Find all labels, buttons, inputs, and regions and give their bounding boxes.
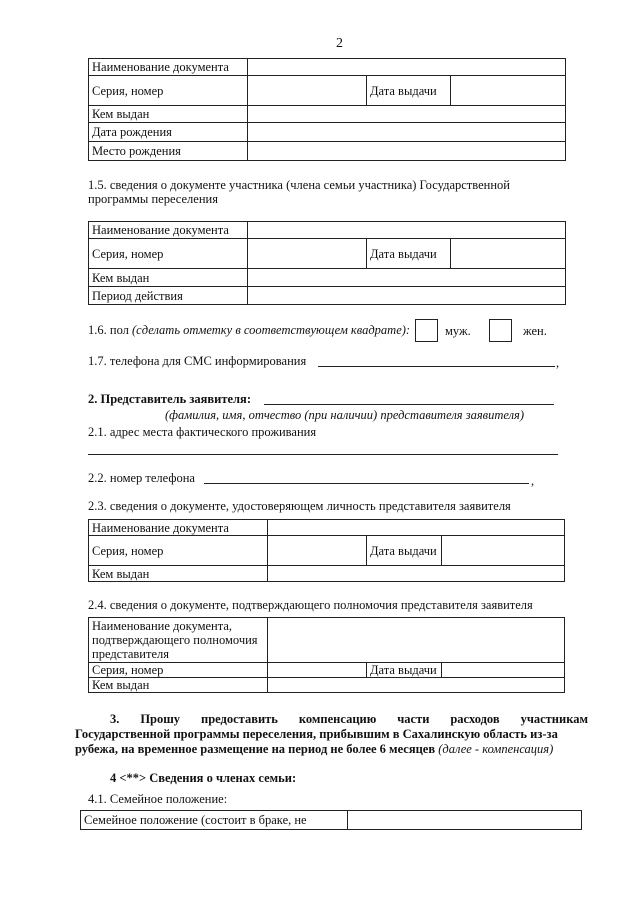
- table-cell: [248, 269, 566, 287]
- table-cell: [348, 811, 582, 830]
- gender-label-text: 1.6. пол: [88, 323, 129, 337]
- table-cell: [248, 123, 566, 142]
- table-cell: Дата выдачи: [367, 536, 442, 566]
- table-cell: [248, 59, 566, 76]
- auth-doc-l2: подтверждающего полномочия: [92, 633, 258, 647]
- representative-heading: 2. Представитель заявителя:: [88, 392, 251, 406]
- request-line-2: Государственной программы переселения, прибывшим в Сахалинскую область из-за: [75, 727, 558, 741]
- representative-name-field[interactable]: [264, 404, 554, 405]
- request-line-3: [75, 742, 553, 757]
- family-status-label: 4.1. Семейное положение:: [88, 792, 228, 806]
- address-label: 2.1. адрес места фактического проживания: [88, 425, 317, 439]
- table-cell: Наименование документа: [89, 520, 268, 536]
- section-1-5-text: 1.5. сведения о документе участника (члена семьи участника) Государственной: [88, 178, 510, 192]
- table-cell: Кем выдан: [89, 566, 268, 582]
- table-cell: [268, 678, 565, 693]
- rep-phone-comma: ,: [531, 474, 535, 488]
- table-cell: [451, 239, 566, 269]
- table-cell: [268, 663, 367, 678]
- table-cell: Серия, номер: [89, 663, 268, 678]
- auth-doc-l3: представителя: [92, 647, 169, 661]
- table-cell: [442, 663, 565, 678]
- request-line-3-ital: (далее - компенсация): [438, 742, 554, 756]
- section-1-5-text-2: программы переселения: [88, 192, 218, 206]
- table-cell: Серия, номер: [89, 536, 268, 566]
- gender-hint: (сделать отметку в соответствующем квадрате):: [132, 323, 411, 337]
- applicant-document-table: [88, 58, 566, 161]
- table-cell: [248, 287, 566, 305]
- sms-phone-comma: ,: [556, 356, 560, 370]
- male-label: муж.: [445, 324, 471, 338]
- table-cell: [248, 239, 367, 269]
- rep-id-table: [88, 519, 565, 582]
- request-line-1: [110, 712, 588, 727]
- rep-phone-field[interactable]: [204, 483, 529, 484]
- table-cell: [248, 142, 566, 161]
- table-cell: [442, 536, 565, 566]
- table-cell: Наименование документа: [89, 222, 248, 239]
- table-cell: Дата выдачи: [367, 76, 451, 106]
- sms-phone-label: 1.7. телефона для СМС информирования: [88, 354, 307, 368]
- table-cell: Серия, номер: [89, 239, 248, 269]
- table-cell: [268, 520, 565, 536]
- table-cell: [248, 106, 566, 123]
- request-line-1-text: 3. Прошу предоставить компенсацию части расходов участникам: [110, 712, 588, 726]
- table-cell: Дата выдачи: [367, 239, 451, 269]
- representative-hint: (фамилия, имя, отчество (при наличии) представителя заявителя): [165, 408, 525, 422]
- table-cell: Кем выдан: [89, 269, 248, 287]
- rep-phone-label: 2.2. номер телефона: [88, 471, 195, 485]
- auth-doc-l1: Наименование документа,: [92, 619, 233, 633]
- table-cell: Период действия: [89, 287, 248, 305]
- sms-phone-field[interactable]: [318, 366, 555, 367]
- family-table: [80, 810, 582, 830]
- table-cell: Дата рождения: [89, 123, 248, 142]
- table-cell: Наименование документа: [89, 59, 248, 76]
- rep-doc-label: 2.3. сведения о документе, удостоверяющем личность представителя заявителя: [88, 499, 511, 513]
- female-checkbox[interactable]: [489, 319, 512, 342]
- female-label: жен.: [523, 324, 547, 338]
- table-cell: [248, 76, 367, 106]
- rep-auth-label: 2.4. сведения о документе, подтверждающего полномочия представителя заявителя: [88, 598, 533, 612]
- table-cell: [89, 618, 268, 663]
- table-cell: Дата выдачи: [367, 663, 442, 678]
- male-checkbox[interactable]: [415, 319, 438, 342]
- page-number: 2: [336, 36, 343, 51]
- table-cell: Место рождения: [89, 142, 248, 161]
- table-cell: [268, 566, 565, 582]
- request-line-3-text: рубежа, на временное размещение на период не более 6 месяцев: [75, 742, 436, 756]
- table-cell: [451, 76, 566, 106]
- table-cell: Кем выдан: [89, 106, 248, 123]
- rep-authority-table: [88, 617, 565, 693]
- table-cell: [268, 618, 565, 663]
- table-cell: [268, 536, 367, 566]
- table-cell: [248, 222, 566, 239]
- participant-document-table: [88, 221, 566, 305]
- table-cell: Семейное положение (состоит в браке, не: [81, 811, 348, 830]
- gender-label: [88, 323, 410, 338]
- family-heading: 4 <**> Сведения о членах семьи:: [110, 771, 297, 785]
- address-field[interactable]: [88, 454, 558, 455]
- table-cell: Серия, номер: [89, 76, 248, 106]
- table-cell: Кем выдан: [89, 678, 268, 693]
